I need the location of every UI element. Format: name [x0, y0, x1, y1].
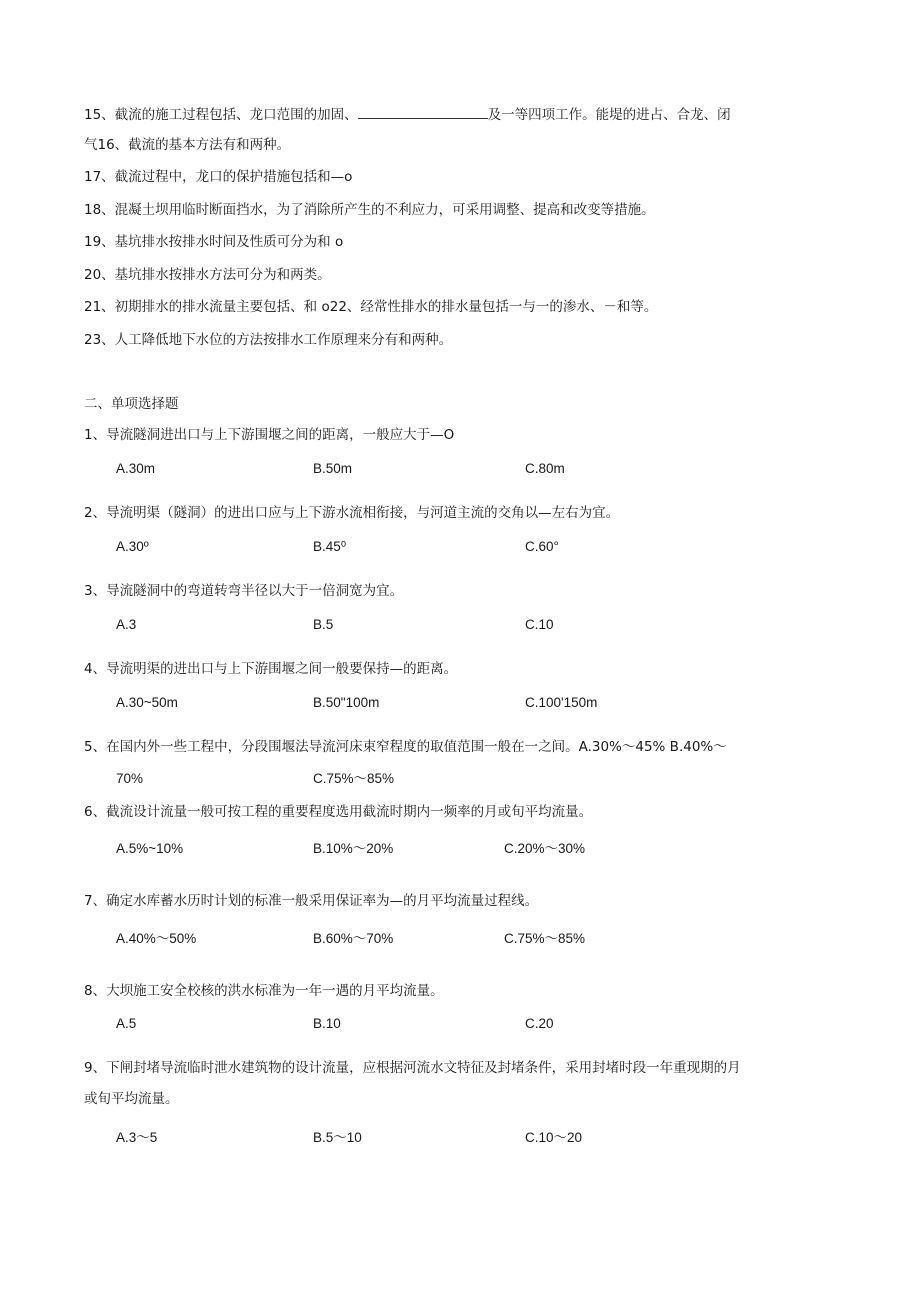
option-c: C.75%～85%	[504, 931, 586, 946]
question-15-prefix: 15、截流的施工过程包括、龙口范围的加固、	[84, 107, 358, 123]
question-21-22: 21、初期排水的排水流量主要包括、和 o22、经常性排水的排水量包括一与一的渗水、－和等。	[84, 299, 658, 315]
question-18: 18、混凝土坝用临时断面挡水，为了消除所产生的不利应力，可采用调整、提高和改变等措施。	[84, 202, 655, 218]
option-a: A.30º	[116, 539, 149, 554]
option-a: A.30~50m	[116, 695, 178, 710]
mc-question-8: 8、大坝施工安全校核的洪水标准为一年一遇的月平均流量。	[84, 983, 444, 999]
option-c: C.75%～85%	[313, 771, 395, 786]
option-b: B.10	[313, 1016, 341, 1031]
question-17: 17、截流过程中，龙口的保护措施包括和—o	[84, 169, 353, 185]
question-16: 气16、截流的基本方法有和两种。	[84, 137, 291, 153]
section-title: 二、单项选择题	[84, 396, 179, 412]
option-b-continued: 70%	[116, 771, 144, 786]
option-c: C.10	[525, 617, 554, 632]
question-23: 23、人工降低地下水位的方法按排水工作原理来分有和两种。	[84, 332, 453, 348]
option-a: A.30m	[116, 461, 156, 476]
option-a: A.3～5	[116, 1130, 158, 1145]
question-15	[84, 106, 731, 124]
mc-question-6: 6、截流设计流量一般可按工程的重要程度选用截流时期内一频率的月或旬平均流量。	[84, 804, 593, 820]
option-a: A.5%~10%	[116, 841, 184, 856]
mc-question-2: 2、导流明渠（隧洞）的进出口应与上下游水流相衔接，与河道主流的交角以—左右为宜。	[84, 505, 620, 521]
mc-question-1: 1、导流隧洞进出口与上下游围堰之间的距离，一般应大于—O	[84, 427, 455, 443]
mc-question-3: 3、导流隧洞中的弯道转弯半径以大于一倍洞宽为宜。	[84, 583, 404, 599]
mc-question-5: 5、在国内外一些工程中，分段围堰法导流河床束窄程度的取值范围一般在一之间。A.30%～45% B.40%～	[84, 739, 727, 755]
answer-blank	[358, 106, 488, 119]
option-c: C.20	[525, 1016, 554, 1031]
option-a: A.40%～50%	[116, 931, 197, 946]
option-b: B.10%～20%	[313, 841, 394, 856]
option-c: C.100'150m	[525, 695, 598, 710]
option-c: C.80m	[525, 461, 565, 476]
mc-question-9: 9、下闸封堵导流临时泄水建筑物的设计流量，应根据河流水文特征及封堵条件，采用封堵时段一年重现期的月	[84, 1060, 741, 1076]
option-b: B.60%～70%	[313, 931, 394, 946]
mc-question-4: 4、导流明渠的进出口与上下游围堰之间一般要保持—的距离。	[84, 661, 458, 677]
question-15-suffix: 及一等四项工作。能堤的进占、合龙、闭	[487, 107, 731, 123]
option-b: B.50"100m	[313, 695, 380, 710]
option-b: B.50m	[313, 461, 353, 476]
option-b: B.45⁰	[313, 539, 347, 554]
mc-question-7: 7、确定水库蓄水历时计划的标准一般采用保证率为—的月平均流量过程线。	[84, 893, 539, 909]
option-c: C.10～20	[525, 1130, 583, 1145]
option-c: C.60°	[525, 539, 559, 554]
option-b: B.5	[313, 617, 334, 632]
option-a: A.3	[116, 617, 137, 632]
option-c: C.20%～30%	[504, 841, 586, 856]
mc-question-9-continued: 或旬平均流量。	[84, 1091, 179, 1107]
question-20: 20、基坑排水按排水方法可分为和两类。	[84, 267, 331, 283]
option-a: A.5	[116, 1016, 137, 1031]
option-b: B.5～10	[313, 1130, 362, 1145]
question-19: 19、基坑排水按排水时间及性质可分为和 o	[84, 234, 344, 250]
